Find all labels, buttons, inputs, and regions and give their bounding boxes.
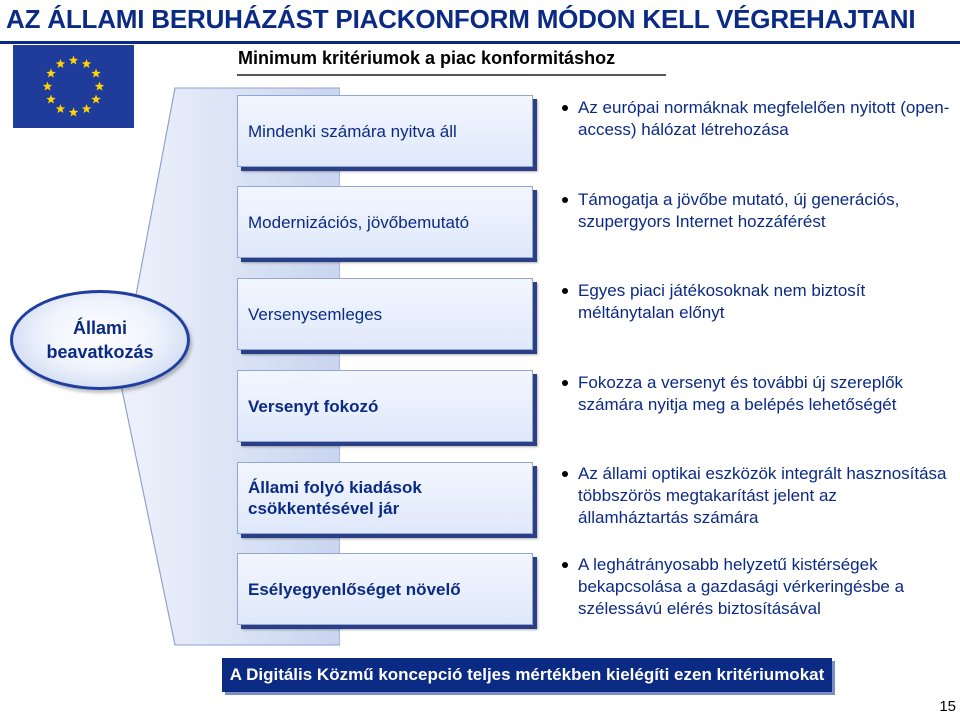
criterion-label: Modernizációs, jövőbemutató: [248, 212, 470, 232]
criterion-box-neutral: [237, 278, 533, 350]
criterion-box-competition: [237, 370, 533, 442]
page-number: 15: [939, 698, 956, 715]
bullet-dot-icon: [562, 105, 568, 111]
page-title: AZ ÁLLAMI BERUHÁZÁST PIACKONFORM MÓDON KELL VÉGREHAJTANI: [6, 4, 916, 34]
criterion-label: Állami folyó kiadások csökkentésével jár: [248, 478, 422, 518]
bullet-dot-icon: [562, 197, 568, 203]
criterion-label: Versenysemleges: [248, 304, 383, 324]
title-underline: [0, 41, 960, 44]
bullet-item: [560, 372, 950, 416]
criterion-box-future: [237, 186, 533, 258]
bullet-text: Egyes piaci játékosoknak nem biztosít méltánytalan előnyt: [578, 281, 866, 322]
conclusion-banner: A Digitális Közmű koncepció teljes mértékben kielégíti ezen kritériumokat: [222, 658, 832, 692]
ellipse-line-2: beavatkozás: [46, 342, 154, 362]
ellipse-line-1: Állami: [72, 318, 128, 338]
bullet-dot-icon: [562, 288, 568, 294]
bullet-dot-icon: [562, 471, 568, 477]
bullet-text: A leghátrányosabb helyzetű kistérségek bekapcsolása a gazdasági vérkeringésbe a szélessávú elérés biztosításával: [578, 555, 905, 618]
bullet-text: Az állami optikai eszközök integrált hasznosítása többszörös megtakarítást jelent az államháztartás számára: [578, 464, 947, 527]
bullet-text: Az európai normáknak megfelelően nyitott (open-access) hálózat létrehozása: [578, 98, 950, 139]
bullet-text: Támogatja a jövőbe mutató, új generációs, szupergyors Internet hozzáférést: [578, 190, 900, 231]
criterion-box-open-access: [237, 95, 533, 167]
bullet-dot-icon: [562, 562, 568, 568]
criterion-label: Esélyegyenlőséget növelő: [248, 579, 461, 599]
bullet-text: Fokozza a versenyt és további új szereplők számára nyitja meg a belépés lehetőségét: [578, 373, 904, 414]
bullet-dot-icon: [562, 380, 568, 386]
bullet-item: [560, 97, 950, 141]
criterion-box-equal-opportunity: [237, 553, 533, 625]
subtitle-underline: [237, 74, 666, 76]
bullet-item: [560, 463, 950, 529]
criterion-label: Versenyt fokozó: [248, 396, 379, 416]
bullet-item: [560, 189, 950, 233]
bullet-item: [560, 554, 950, 620]
state-intervention-ellipse: [10, 290, 190, 390]
criterion-label: Mindenki számára nyitva áll: [248, 121, 457, 141]
subtitle: Minimum kritériumok a piac konformitáshoz: [238, 48, 616, 68]
bullet-item: [560, 280, 950, 324]
criterion-box-savings: [237, 462, 533, 534]
